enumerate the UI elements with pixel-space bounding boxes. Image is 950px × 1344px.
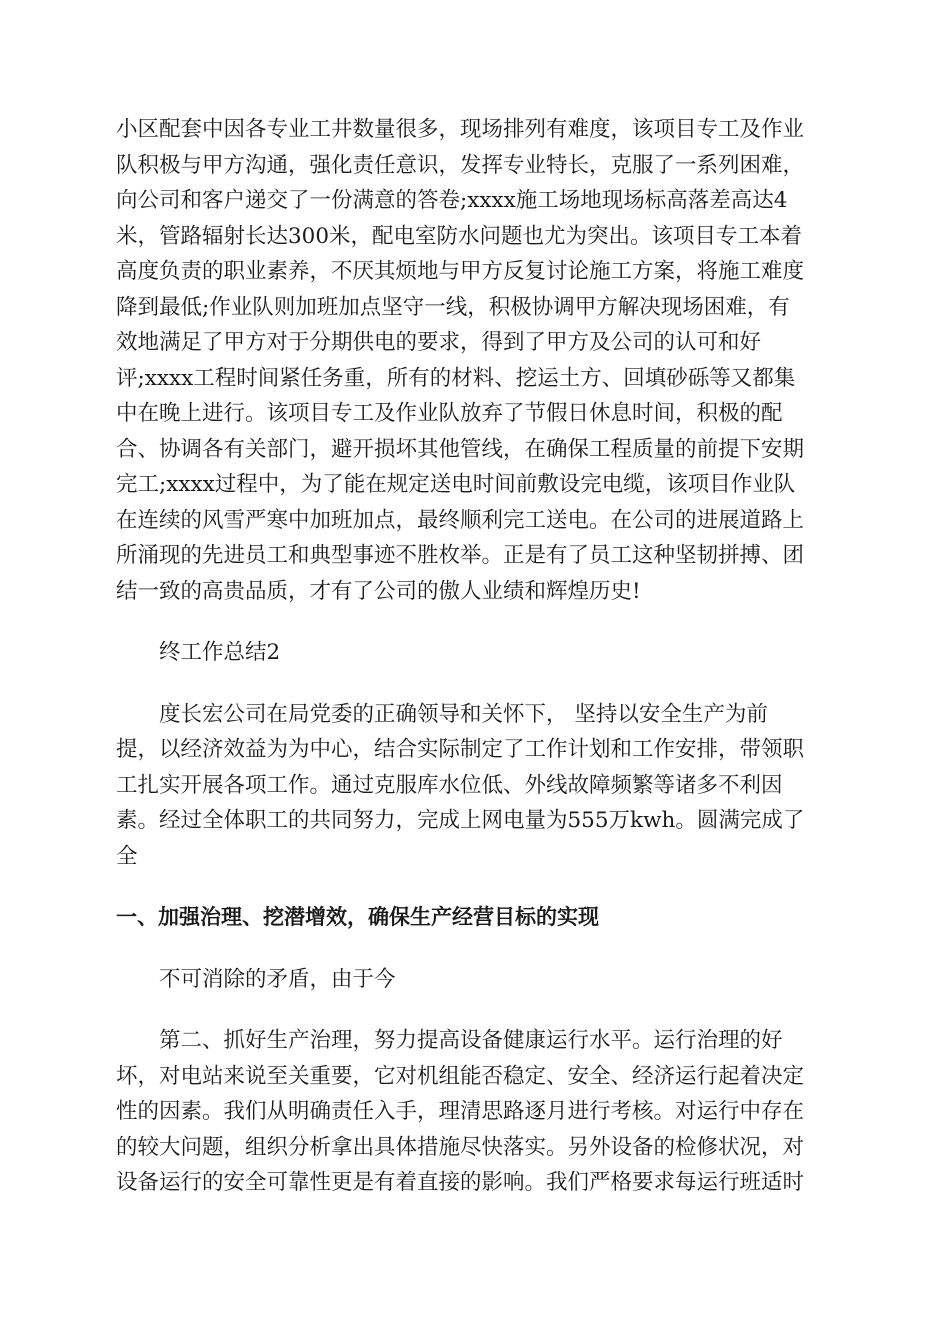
section-title-summary-2: 终工作总结2 [159, 640, 281, 665]
paragraph-production-management: 第二、抓好生产治理，努力提高设备健康运行水平。运行治理的好 坏，对电站来说至关重要，它对机组能否稳定、安全、经济运行起着决定 性的因素。我们从明确责任入手，理清思路逐月进行考核。对运行中存在 的较大问题，组织分析拿出具体措施尽快落实。另外设备的检修状况，对 设备运行的安全可靠性更是有着直接的影响。我们严格要求每运行班适时 [116, 1028, 805, 1195]
document-body [116, 112, 836, 1201]
heading-management-efficiency: 一、加强治理、挖潜增效，确保生产经营目标的实现 [116, 905, 599, 929]
paragraph-company-overview: 度长宏公司在局党委的正确领导和关怀下， 坚持以安全生产为前 提，以经济效益为为中心，结合实际制定了工作计划和工作安排，带领职 工扎实开展各项工作。通过克服库水位低、外线故障频繁等诸多不利因 素。经过全体职工的共同努力，完成上网电量为555万kwh。圆满完成了 全 [116, 701, 805, 869]
paragraph-project-achievements: 小区配套中因各专业工井数量很多，现场排列有难度，该项目专工及作业 队积极与甲方沟通，强化责任意识，发挥专业特长，克服了一系列困难， 向公司和客户递交了一份满意的答卷;xxxx施工场地现场标高落差高达4 米，管路辐射长达300米，配电室防水问题也尤为突出。该项目专工本着 高度负责的职业素养，不厌其烦地与甲方反复讨论施工方案，将施工难度 降到最低;作业队则加班加点坚守一线，积极协调甲方解决现场困难，有 效地满足了甲方对于分期供电的要求，得到了甲方及公司的认可和好 评;xxxx工程时间紧任务重，所有的材料、挖运土方、回填砂砾等又都集 中在晚上进行。该项目专工及作业队放弃了节假日休息时间，积极的配 合、协调各有关部门，避开损坏其他管线，在确保工程质量的前提下安期 完工;xxxx过程中，为了能在规定送电时间前敷设完电缆，该项目作业队 在连续的风雪严寒中加班加点，最终顺利完工送电。在公司的进展道路上 所涌现的先进员工和典型事迹不胜枚举。正是有了员工这种坚韧拼搏、团 结一致的高贵品质，才有了公司的傲人业绩和辉煌历史! [116, 117, 805, 604]
paragraph-contradiction: 不可消除的矛盾，由于今 [159, 966, 396, 992]
